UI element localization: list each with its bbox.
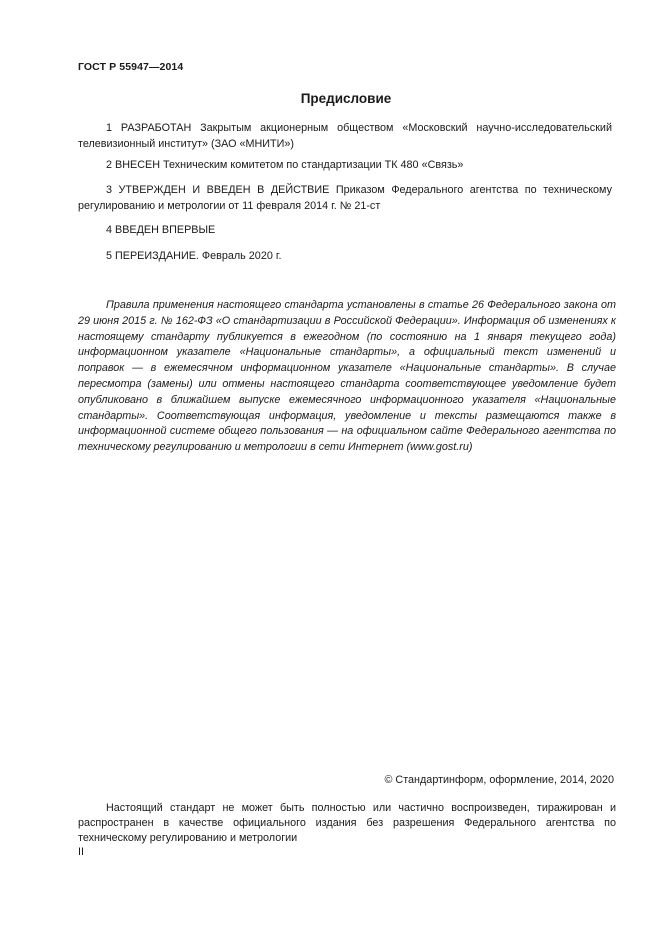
copyright-line: © Стандартинформ, оформление, 2014, 2020 — [384, 774, 614, 786]
preface-item-4: 4 ВВЕДЕН ВПЕРВЫЕ — [106, 224, 216, 236]
preface-title: Предисловие — [300, 91, 392, 106]
page-number: II — [78, 846, 84, 858]
reproduction-restriction-note: Настоящий стандарт не может быть полностью или частично воспроизведен, тиражирован и распространен в качестве официального издания без разрешения Федерального агентства по техническому регулированию и метрологии — [78, 802, 616, 845]
preface-item-3: 3 УТВЕРЖДЕН И ВВЕДЕН В ДЕЙСТВИЕ Приказом Федерального агентства по техническому регулированию и метрологии от 11 февраля 2014 г. № 21-ст — [78, 184, 612, 212]
standard-application-notice: Правила применения настоящего стандарта установлены в статье 26 Федерального закона от 29 июня 2015 г. № 162-ФЗ «О стандартизации в Российской Федерации». Информация об изменениях к настоящему стандарту публикуется в ежегодном (по состоянию на 1 января текущего года) информационном указателе «Национальные стандарты», а официальный текст изменений и поправок — в ежемесячном информационном указателе «Национальные стандарты». В случае пересмотра (замены) или отмены настоящего стандарта соответствующее уведомление будет опубликовано в ближайшем выпуске ежемесячного информационного указателя «Национальные стандарты». Соответствующая информация, уведомление и тексты размещаются также в информационной системе общего пользования — на официальном сайте Федерального агентства по техническому регулированию и метрологии в сети Интернет (www.gost.ru) — [78, 299, 616, 454]
standard-code-header: ГОСТ Р 55947—2014 — [78, 61, 184, 73]
preface-item-2: 2 ВНЕСЕН Техническим комитетом по стандартизации ТК 480 «Связь» — [106, 159, 464, 171]
preface-item-5: 5 ПЕРЕИЗДАНИЕ. Февраль 2020 г. — [106, 250, 282, 262]
preface-item-1: 1 РАЗРАБОТАН Закрытым акционерным обществом «Московский научно-исследовательский телевизионный институт» (ЗАО «МНИТИ») — [78, 122, 612, 150]
